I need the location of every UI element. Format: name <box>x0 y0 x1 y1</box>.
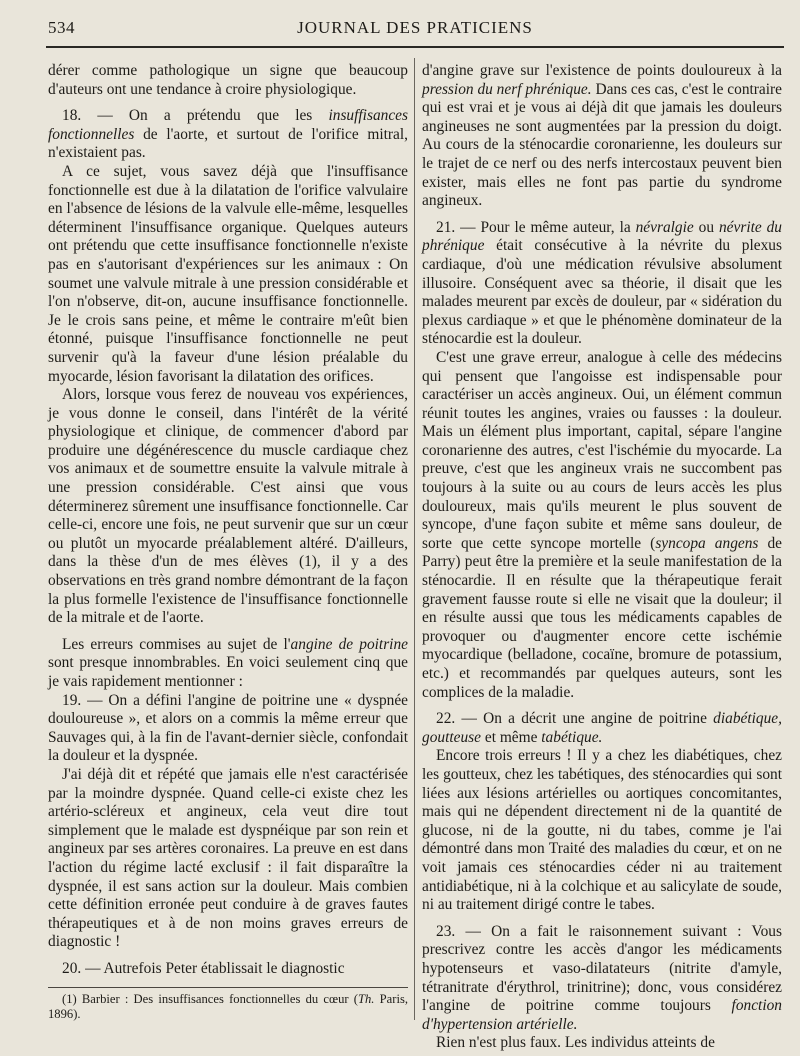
paragraph-18: 18. — On a prétendu que les insuffisances fonctionnelles de l'aorte, et surtout de l'orifice mitral, n'existaient pas. <box>48 107 408 162</box>
paragraph-erreurs: Les erreurs commises au sujet de l'angine de poitrine sont presque innombrables. En voici seulement cinq que je vais rapidement mentionner : <box>48 635 408 690</box>
paragraph-trois-erreurs: Encore trois erreurs ! Il y a chez les diabétiques, chez les goutteux, chez les tabétiques, des sténocardies qui sont liées aux lésions artérielles ou aortiques concomitantes, mais qui ne dépendent directement ni de la quantité de glucose, ni de la goutte, ni du tabes, comme je l'ai démontré dans mon Traité des maladies du cœur, et on ne voit jamais ces sténocardies céder ni au traitement antidiabétique, ni à la colchique et au salicylate de soude, ni au traitement dirigé contre le tabes. <box>422 747 782 914</box>
page-number: 534 <box>48 18 75 37</box>
footnote-rule <box>48 987 408 988</box>
paragraph-rien-plus-faux: Rien n'est plus faux. Les individus atteints de <box>436 1034 715 1052</box>
header-rule <box>46 46 784 48</box>
column-divider <box>414 58 415 1020</box>
paragraph-22: 22. — On a décrit une angine de poitrine diabétique, goutteuse et même tabétique. <box>422 710 782 746</box>
paragraph-grave-erreur: C'est une grave erreur, analogue à celle des médecins qui pensent que l'angoisse est indispensable pour caractériser un accès angineux. Oui, un élément commun réunit toutes les angines, vraies ou fausses : la douleur. Mais un élément plus important, capital, sépare l'angine coronarienne des autres, c'est l'ischémie du myocarde. La preuve, c'est que les angineux vrais ne succombent pas toujours à la suite ou au cours de leurs accès les plus douloureux, mais qu'ils meurent le plus souvent de syncope, d'une façon subite et même sans douleur, de sorte que cette syncope mortelle (syncopa angens de Parry) peut être la première et la seule manifestation de la sténocardie. Il en résulte que la thérapeutique ferait gravement fausse route si elle ne visait que la douleur; il en résulte aussi que tous les médicaments capables de provoquer ou d'augmenter encore cette ischémie myocardique (belladone, cocaïne, bromure de potassium, etc.) et recommandés par quelques auteurs, sont les complices de la maladie. <box>422 348 782 701</box>
paragraph-19: 19. — On a défini l'angine de poitrine une « dyspnée douloureuse », et alors on a commis la même erreur que Sauvages qui, à la fin de l'avant-dernier siècle, confondait la douleur et la dyspnée. <box>48 691 408 765</box>
paragraph-20: 20. — Autrefois Peter établissait le diagnostic <box>62 959 345 977</box>
footnote: (1) Barbier : Des insuffisances fonctionnelles du cœur (Th. Paris, 1896). <box>48 991 409 1021</box>
paragraph-alors: Alors, lorsque vous ferez de nouveau vos expériences, je vous donne le conseil, dans l'intérêt de la vérité physiologique et clinique, de commencer d'abord par produire une dégénérescence du muscle cardiaque chez vos animaux et de soumettre ensuite la valvule mitrale à une pression considérable. C'est ainsi que vous déterminerez sûrement une insuffisance fonctionnelle. Car celle-ci, encore une fois, ne peut survenir que sur un cœur ou plutôt un myocarde préalablement altéré. D'ailleurs, dans la thèse d'un de mes élèves (1), il y a des observations en très grand nombre démontrant de la façon la plus formelle l'existence de l'insuffisance fonctionnelle de la mitrale et de l'aorte. <box>48 386 408 627</box>
running-title: JOURNAL DES PRATICIENS <box>297 18 533 37</box>
paragraph-23: 23. — On a fait le raisonnement suivant : Vous prescrivez contre les accès d'angor les médicaments hypotenseurs et vaso-dilatateurs (nitrite d'amyle, tétranitrate d'érythrol, trinitrine); donc, vous considérez l'angine de poitrine comme toujours fonction d'hypertension artérielle. <box>422 922 782 1033</box>
page-header <box>48 18 782 40</box>
paragraph-21: 21. — Pour le même auteur, la névralgie ou névrite du phrénique était consécutive à la névrite du plexus cardiaque, d'où une médication révulsive absolument illusoire. Conséquent avec sa théorie, il disait que les malades meurent par excès de douleur, par « sidération du plexus cardiaque » et que le phénomène dominateur de la sténocardie est la douleur. <box>422 218 783 348</box>
paragraph-continued: dérer comme pathologique un signe que beaucoup d'auteurs ont une tendance à croire physiologique. <box>48 62 408 98</box>
left-column <box>48 62 408 1022</box>
paragraph-continued-20: d'angine grave sur l'existence de points douloureux à la pression du nerf phrénique. Dans ces cas, c'est le contraire qui est vrai et je vous ai déjà dit que jamais les douleurs angineuses ne sont augmentées par la pression du doigt. Au cours de la sténocardie coronarienne, les douleurs sur le trajet de ce nerf ou des nerfs intercostaux peuvent bien exister, mais elles ne font pas partie du syndrome angineux. <box>422 62 782 210</box>
paragraph-jai-deja-dit: J'ai déjà dit et répété que jamais elle n'est caractérisée par la moindre dyspnée. Quand celle-ci existe chez les artério-scléreux et angineux, cela veut dire tout simplement que le malade est dyspnéique par son rein et angineux par ses artères coronaires. La preuve en est dans l'action du régime lacté exclusif : il fait disparaître la dyspnée, il est sans action sur la douleur. Mais combien cette définition erronée peut conduire à de graves fautes thérapeutiques et à de non moins graves erreurs de diagnostic ! <box>48 765 408 951</box>
right-column <box>422 62 783 1052</box>
paragraph-a-ce-sujet: A ce sujet, vous savez déjà que l'insuffisance fonctionnelle est due à la dilatation de l'orifice valvulaire en l'absence de lésions de la valvule elle-même, lesquelles déterminent l'insuffisance organique. Quelques auteurs ont prétendu que cette insuffisance fonctionnelle n'existe pas en s'autorisant d'expériences sur les animaux : On soumet une valvule mitrale à une pression considérable et l'on n'observe, dit-on, aucune insuffisance fonctionnelle. Je le crois sans peine, et même le contraire m'eût bien étonné, puisque l'insuffisance fonctionnelle ne peut survenir qu'à la faveur d'une lésion préalable du myocarde, lésion favorisant la dilatation des orifices. <box>48 162 408 385</box>
